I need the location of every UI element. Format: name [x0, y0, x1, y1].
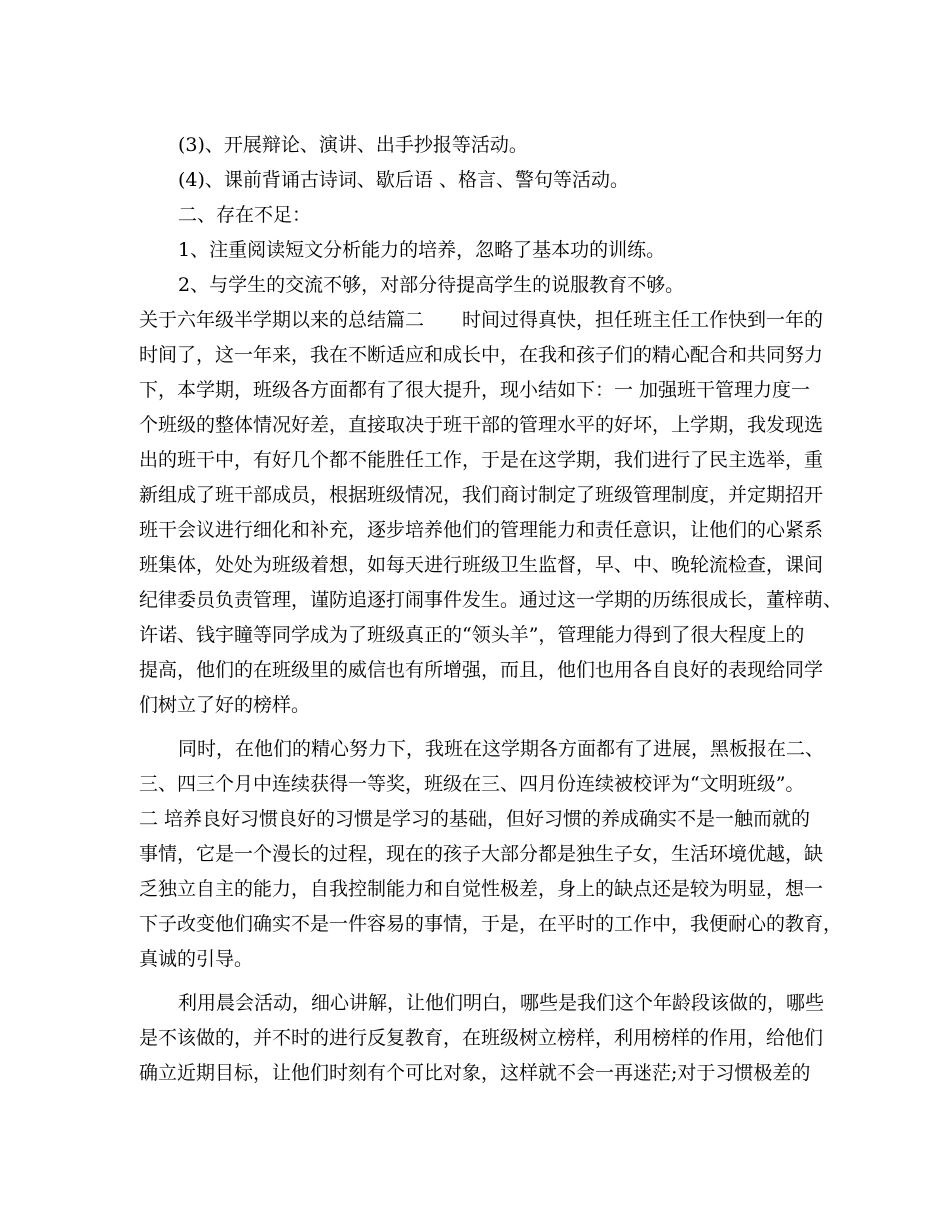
line-text: 同时，在他们的精心努力下，我班在这学期各方面都有了进展，黑板报在二、: [178, 738, 825, 760]
line-text: 乏独立自主的能力，自我控制能力和自觉性极差，身上的缺点还是较为明显，想一: [139, 878, 824, 900]
line-text: 关于六年级半学期以来的总结篇二 时间过得真快，担任班主任工作快到一年的: [139, 309, 824, 331]
line-text: (3)、开展辩论、演讲、出手抄报等活动。: [178, 134, 528, 156]
line-text: 事情，它是一个漫长的过程，现在的孩子大部分都是独生子女，生活环境优越，缺: [139, 843, 824, 865]
line-text: 二、存在不足：: [178, 204, 312, 226]
line-text: (4)、课前背诵古诗词、歇后语 、格言、警句等活动。: [178, 169, 629, 191]
line-text: 真诚的引导。: [139, 948, 254, 970]
line-text: 们树立了好的榜样。: [139, 694, 311, 716]
line-text: 二 培养良好习惯良好的习惯是学习的基础，但好习惯的养成确实不是一触而就的: [139, 808, 811, 830]
line-text: 班干会议进行细化和补充，逐步培养他们的管理能力和责任意识，让他们的心紧系: [139, 519, 824, 541]
line-text: 2、与学生的交流不够，对部分待提高学生的说服教育不够。: [178, 274, 685, 296]
line-text: 纪律委员负责管理，谨防追逐打闹事件发生。通过这一学期的历练很成长，董梓萌、: [139, 589, 843, 611]
line-text: 下，本学期，班级各方面都有了很大提升，现小结如下：一 加强班干管理力度一: [139, 379, 811, 401]
line-text: 利用晨会活动，细心讲解，让他们明白，哪些是我们这个年龄段该做的，哪些: [178, 992, 825, 1014]
line-text: 提高，他们的在班级里的威信也有所增强，而且，他们也用各自良好的表现给同学: [139, 659, 824, 681]
line-text: 时间了，这一年来，我在不断适应和成长中，在我和孩子们的精心配合和共同努力: [139, 344, 824, 366]
line-text: 个班级的整体情况好差，直接取决于班干部的管理水平的好坏，上学期，我发现选: [139, 414, 824, 436]
line-text: 出的班干中，有好几个都不能胜任工作，于是在这学期，我们进行了民主选举，重: [139, 449, 824, 471]
line-text: 班集体，处处为班级着想，如每天进行班级卫生监督，早、中、晚轮流检查，课间: [139, 554, 824, 576]
line-text: 1、注重阅读短文分析能力的培养，忽略了基本功的训练。: [178, 239, 666, 261]
line-text: 是不该做的，并不时的进行反复教育，在班级树立榜样，利用榜样的作用，给他们: [139, 1027, 824, 1049]
line-text: 三、四三个月中连续获得一等奖，班级在三、四月份连续被校评为“文明班级”。: [139, 773, 805, 795]
line-text: 确立近期目标，让他们时刻有个可比对象，这样就不会一再迷茫;对于习惯极差的: [139, 1062, 811, 1084]
line-text: 新组成了班干部成员，根据班级情况，我们商讨制定了班级管理制度，并定期招开: [139, 484, 824, 506]
line-text: 下子改变他们确实不是一件容易的事情，于是，在平时的工作中，我便耐心的教育，: [139, 913, 843, 935]
line-text: 许诺、钱宇瞳等同学成为了班级真正的“领头羊”，管理能力得到了很大程度上的: [139, 624, 805, 646]
